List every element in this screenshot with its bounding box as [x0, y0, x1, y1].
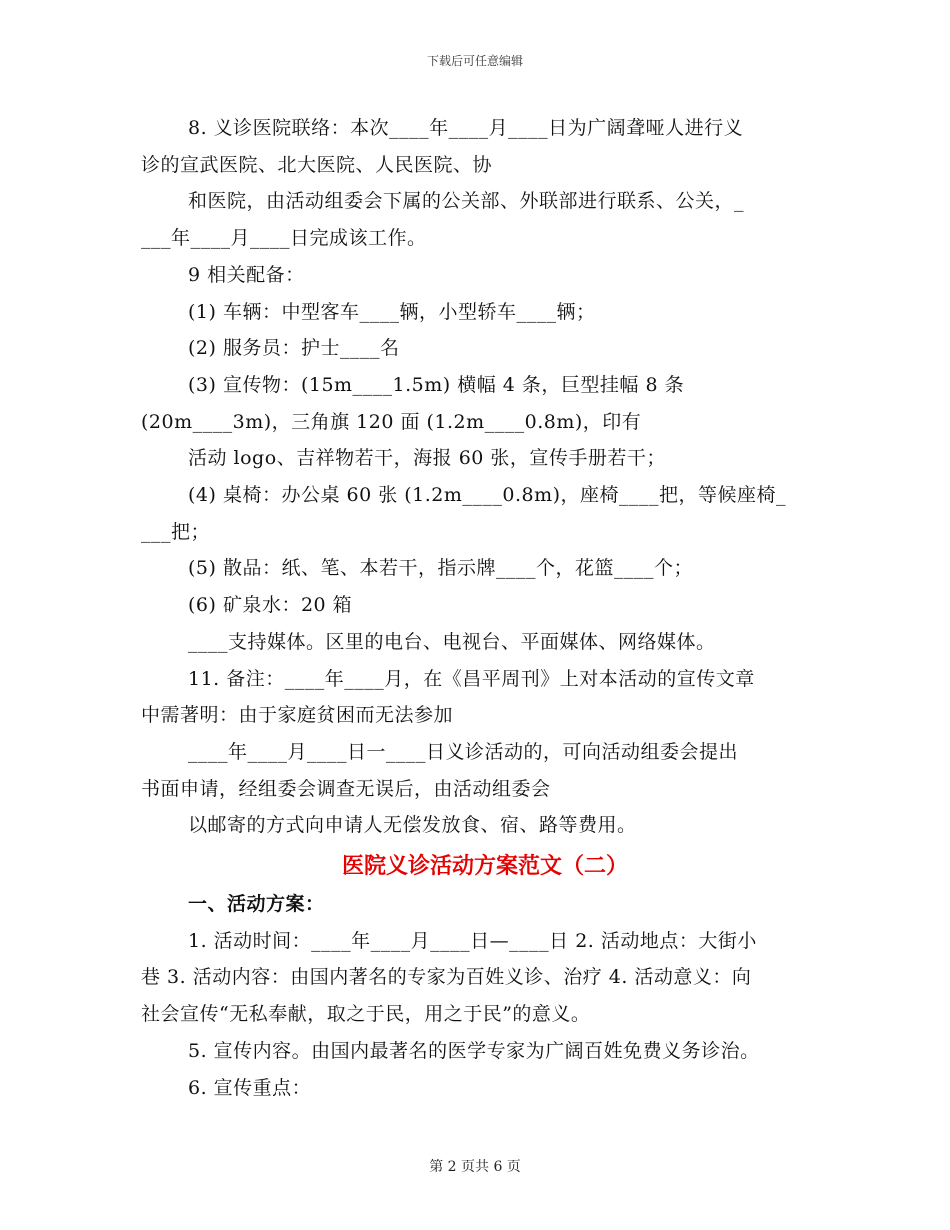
paragraph-line: 5. 宣传内容。由国内最著名的医学专家为广阔百姓免费义务诊治。 — [188, 1039, 760, 1062]
paragraph-line: ____支持媒体。区里的电台、电视台、平面媒体、网络媒体。 — [188, 630, 716, 653]
paragraph-line: (4) 桌椅：办公桌 60 张 (1.2m____0.8m)，座椅____把，等候座椅_ — [188, 484, 787, 507]
paragraph-line: 中需著明：由于家庭贫困而无法参加 — [141, 704, 454, 727]
paragraph-line: 6. 宣传重点： — [188, 1076, 312, 1099]
section-title: 医院义诊活动方案范文（二） — [341, 853, 628, 880]
paragraph-line: (2) 服务员：护士____名 — [188, 337, 400, 360]
paragraph-line: 8. 义诊医院联络：本次____年____月____日为广阔聋哑人进行义 — [188, 117, 744, 139]
page-footer: 第 2 页共 6 页 — [429, 1159, 521, 1175]
paragraph-line: 社会宣传“无私奉献，取之于民，用之于民”的意义。 — [141, 1003, 591, 1026]
paragraph-line: 活动 logo、吉祥物若干，海报 60 张，宣传手册若干； — [188, 447, 666, 470]
paragraph-line: 以邮寄的方式向申请人无偿发放食、宿、路等费用。 — [188, 814, 637, 837]
paragraph-line: ___把； — [141, 520, 211, 543]
paragraph-line: 9 相关配备： — [188, 263, 305, 286]
paragraph-line: 11. 备注：____年____月，在《昌平周刊》上对本活动的宣传文章 — [188, 667, 755, 690]
paragraph-line: (20m____3m)，三角旗 120 面 (1.2m____0.8m)，印有 — [141, 410, 642, 433]
page-header: 下载后可任意编辑 — [426, 54, 523, 68]
document-body — [141, 110, 809, 1106]
paragraph-line: (3) 宣传物：(15m____1.5m) 横幅 4 条，巨型挂幅 8 条 — [188, 373, 685, 396]
paragraph-line: (1) 车辆：中型客车____辆，小型轿车____辆； — [188, 300, 596, 323]
paragraph-line: ___年____月____日完成该工作。 — [141, 227, 427, 250]
paragraph-line: 书面申请，经组委会调查无误后，由活动组委会 — [141, 777, 551, 800]
paragraph-line: (6) 矿泉水：20 箱 — [188, 594, 353, 617]
paragraph-line: 和医院，由活动组委会下属的公关部、外联部进行联系、公关，_ — [188, 190, 745, 213]
paragraph-line: 1. 活动时间：____年____月____日—____日 2. 活动地点：大街小 — [188, 929, 757, 952]
paragraph-line: (5) 散品：纸、笔、本若干，指示牌____个，花篮____个； — [188, 557, 693, 580]
paragraph-line: 诊的宣武医院、北大医院、人民医院、协 — [141, 153, 493, 176]
section-heading: 一、活动方案： — [188, 893, 325, 916]
paragraph-line: ____年____月____日一____日义诊活动的，可向活动组委会提出 — [188, 740, 739, 763]
paragraph-line: 巷 3. 活动内容：由国内著名的专家为百姓义诊、治疗 4. 活动意义：向 — [141, 966, 752, 989]
